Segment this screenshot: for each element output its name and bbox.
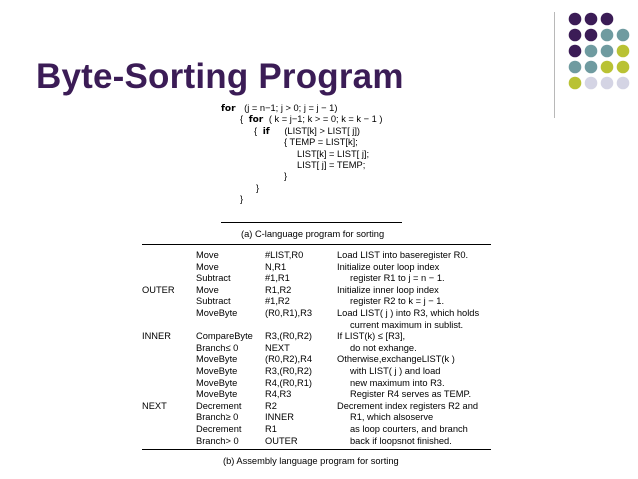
code-line: }	[256, 182, 260, 193]
asm-instruction: Move	[196, 261, 219, 272]
asm-instruction: Decrement	[196, 400, 242, 411]
decor-dot	[601, 29, 614, 42]
code-line: LIST[k] = LIST[ j];	[297, 148, 370, 159]
decor-dot	[601, 61, 614, 74]
asm-comment: new maximum into R3.	[350, 377, 445, 388]
code-line	[254, 126, 397, 137]
decor-dot	[569, 45, 582, 58]
asm-comment: Load LIST( j ) into R3, which holds	[337, 307, 480, 318]
asm-comment: current maximum in sublist.	[350, 319, 464, 330]
asm-operand: R1	[265, 423, 277, 434]
asm-operand: OUTER	[265, 435, 298, 446]
asm-operand: (R0,R1),R3	[265, 307, 313, 318]
slide-title: Byte-Sorting Program	[36, 57, 404, 96]
asm-instruction: Subtract	[196, 296, 231, 307]
decorative-dot-grid	[568, 12, 634, 92]
asm-label: INNER	[142, 331, 171, 342]
code-brace: {	[240, 114, 244, 125]
asm-instruction: MoveByte	[196, 354, 238, 365]
asm-operand: #LIST,R0	[265, 250, 304, 260]
asm-instruction: Branch≤ 0	[196, 342, 239, 353]
code-line: }	[240, 194, 244, 205]
asm-instruction: Branch≥ 0	[196, 412, 239, 423]
asm-instruction: MoveByte	[196, 365, 238, 376]
decor-dot	[601, 13, 614, 26]
separator-rule	[221, 222, 402, 223]
asm-comment: do not exhange.	[350, 342, 417, 353]
decor-dot	[601, 45, 614, 58]
asm-comment: register R1 to j = n − 1.	[350, 273, 445, 284]
asm-operand: #1,R1	[265, 273, 290, 284]
decor-dot	[569, 61, 582, 74]
asm-instruction: MoveByte	[196, 307, 238, 318]
asm-comment: Register R4 serves as TEMP.	[350, 389, 472, 400]
asm-operand: #1,R2	[265, 296, 290, 307]
asm-operand: R4,(R0,R1)	[265, 377, 313, 388]
asm-comment: R1, which alsoserve	[350, 412, 434, 423]
decor-dot	[601, 77, 614, 90]
asm-program-caption: (b) Assembly language program for sorting	[223, 456, 399, 466]
code-text: (j = n−1; j > 0; j = j − 1)	[244, 103, 338, 113]
asm-instruction: Move	[196, 250, 219, 260]
code-line: LIST[ j] = TEMP;	[297, 159, 366, 170]
asm-comment: If LIST(k) ≤ [R3],	[337, 331, 406, 342]
asm-comment: Initialize outer loop index	[337, 261, 440, 272]
asm-instruction: Branch> 0	[196, 435, 239, 446]
decor-dot	[617, 61, 630, 74]
code-keyword: for	[221, 104, 236, 114]
code-line	[240, 114, 383, 125]
asm-instruction: CompareByte	[196, 331, 253, 342]
asm-comment: as loop courters, and branch	[350, 423, 468, 434]
asm-operand: R1,R2	[265, 284, 292, 295]
asm-operand: R4,R3	[265, 389, 292, 400]
asm-operand: N,R1	[265, 261, 287, 272]
c-program-caption: (a) C-language program for sorting	[241, 229, 385, 239]
code-keyword: if	[262, 126, 270, 137]
asm-instruction: MoveByte	[196, 377, 238, 388]
decor-dot	[617, 29, 630, 42]
asm-comment: Load LIST into baseregister R0.	[337, 250, 469, 260]
asm-comment: Otherwise,exchangeLIST(k )	[337, 354, 455, 365]
asm-comment: Decrement index registers R2 and	[337, 400, 479, 411]
decor-dot	[569, 77, 582, 90]
asm-instruction: Move	[196, 284, 219, 295]
decor-dot	[585, 13, 598, 26]
decor-dot	[585, 61, 598, 74]
asm-operand: INNER	[265, 412, 294, 423]
asm-operand: R2	[265, 400, 277, 411]
code-brace: {	[254, 125, 258, 136]
separator-rule	[142, 244, 491, 245]
asm-instruction: Decrement	[196, 423, 242, 434]
code-keyword: for	[248, 115, 264, 126]
c-code-block	[221, 103, 383, 206]
asm-comment: back if loopsnot finished.	[350, 435, 452, 446]
code-line: }	[284, 171, 288, 182]
asm-operand: NEXT	[265, 342, 290, 353]
code-line	[221, 103, 364, 114]
asm-operand: R3,(R0,R2)	[265, 331, 313, 342]
asm-comment: Initialize inner loop index	[337, 284, 439, 295]
divider-line	[554, 12, 555, 118]
code-text: (LIST[k] > LIST[ j])	[284, 125, 360, 136]
decor-dot	[617, 77, 630, 90]
asm-comment: with LIST( j ) and load	[350, 365, 441, 376]
asm-operand: (R0,R2),R4	[265, 354, 313, 365]
code-line: { TEMP = LIST[k];	[284, 137, 358, 148]
asm-instruction: MoveByte	[196, 389, 238, 400]
asm-label: OUTER	[142, 284, 175, 295]
decor-dot	[617, 45, 630, 58]
decor-dot	[585, 29, 598, 42]
code-text: ( k = j−1; k > = 0; k = k − 1 )	[268, 114, 383, 125]
asm-instruction: Subtract	[196, 273, 231, 284]
asm-label: NEXT	[142, 400, 167, 411]
decor-dot	[585, 77, 598, 90]
asm-operand: R3,(R0,R2)	[265, 365, 313, 376]
separator-rule	[142, 449, 491, 450]
decor-dot	[569, 13, 582, 26]
decor-dot	[585, 45, 598, 58]
asm-comment: register R2 to k = j − 1.	[350, 296, 445, 307]
decor-dot	[569, 29, 582, 42]
